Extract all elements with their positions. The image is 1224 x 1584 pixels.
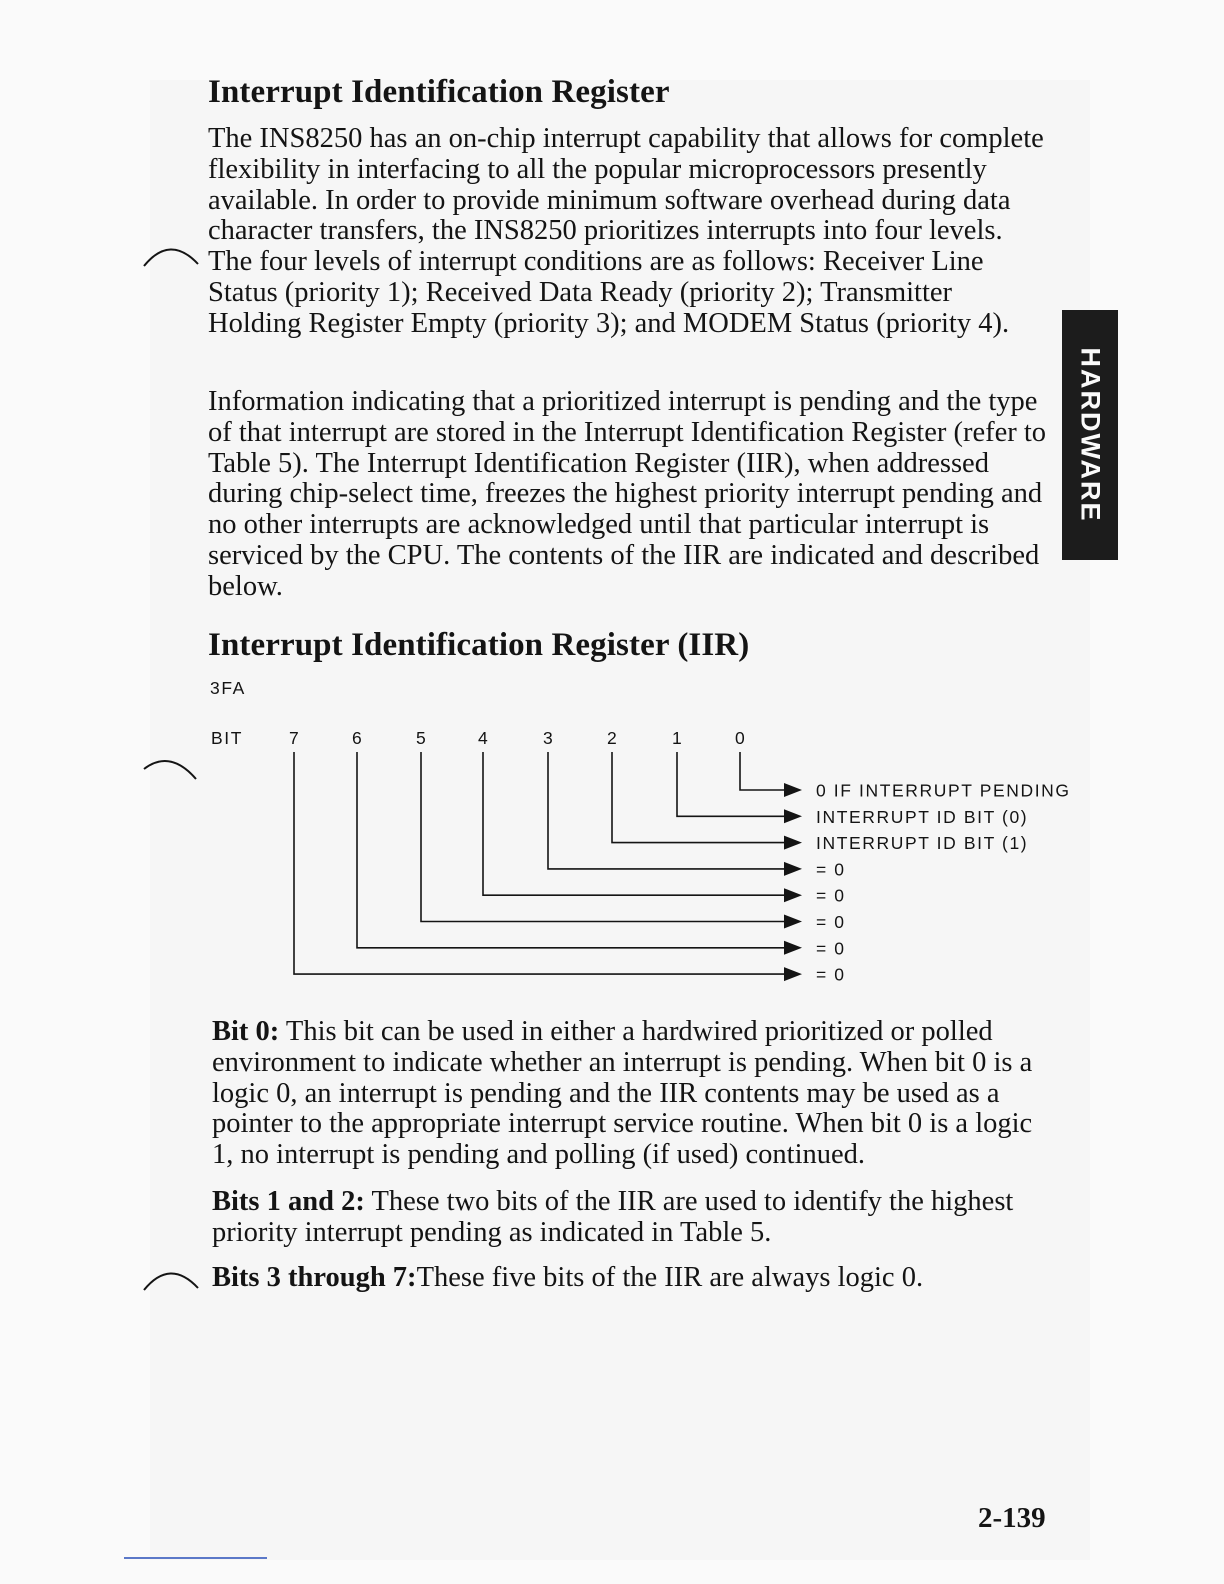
bit-line-7 [294,752,786,974]
arrowhead-icon [784,888,802,902]
bit-line-3 [548,752,786,869]
bit-line-0 [740,752,786,790]
bit-number-7: 7 [289,728,301,748]
bit0-label: Bit 0: [212,1016,280,1047]
output-labels [816,781,1071,985]
arrowhead-icon [784,915,802,929]
paragraph-1: The INS8250 has an on-chip interrupt capability that allows for complete flexibility in interfacing to all the popular microprocessors presently available. In order to provide minimum software overhead during data character transfers, the INS8250 prioritizes interrupts into four levels. The four levels of interrupt conditions are as follows: Receiver Line Status (priority 1); Received Data Ready (priority 2); Transmitter Holding Register Empty (priority 3); and MODEM Status (priority 4). [208,123,1044,339]
bit-lines [294,752,786,974]
bits37-text: These five bits of the IIR are always logic 0. [416,1262,924,1293]
bit-numbers [289,728,746,748]
bit-number-2: 2 [607,728,619,748]
register-address: 3FA [210,678,246,698]
section-title: Interrupt Identification Register [208,74,670,110]
output-label-bit-3: = 0 [816,859,846,880]
bit0-text: This bit can be used in either a hardwired prioritized or polled environment to indicate whether an interrupt is pending. When bit 0 is a logic 0, an interrupt is pending and the IIR contents may be used as a pointer to the appropriate interrupt service routine. When bit 0 is a logic 1, no interrupt is pending and polling (if used) continued. [212,1016,1033,1171]
page-number: 2-139 [978,1502,1046,1534]
arrowhead-icon [784,783,802,797]
arrowhead-icon [784,941,802,955]
binder-mark-icon [140,1264,206,1294]
paragraph-2: Information indicating that a prioritized interrupt is pending and the type of that interrupt are stored in the Interrupt Identification Register (refer to Table 5). The Interrupt Identification Register (IIR), when addressed during chip-select time, freezes the highest priority interrupt pending and no other interrupts are acknowledged until that particular interrupt is serviced by the CPU. The contents of the IIR are indicated and described below. [208,386,1047,602]
bit-number-1: 1 [672,728,684,748]
iir-title: Interrupt Identification Register (IIR) [208,627,750,663]
bits37-description [212,1263,1048,1294]
arrowheads [784,783,802,981]
footer-rule [124,1557,267,1559]
bit-number-0: 0 [735,728,747,748]
bits37-label: Bits 3 through 7: [212,1262,417,1293]
bit-number-4: 4 [478,728,490,748]
bit-number-6: 6 [352,728,364,748]
bit-line-5 [421,752,786,922]
bit-line-1 [677,752,786,816]
output-label-bit-5: = 0 [816,912,846,932]
binder-mark-icon [140,755,206,785]
output-label-bit-2: INTERRUPT ID BIT (1) [816,833,1029,854]
bit-number-5: 5 [416,728,428,748]
arrowhead-icon [784,836,802,850]
output-label-bit-4: = 0 [816,885,846,906]
arrowhead-icon [784,967,802,981]
bit-number-3: 3 [543,728,555,748]
bits12-text: These two bits of the IIR are used to identify the highest priority interrupt pending as indicated in Table 5. [212,1186,1014,1248]
bits12-label: Bits 1 and 2: [212,1186,365,1217]
arrowhead-icon [784,862,802,876]
output-label-bit-7: = 0 [816,964,846,985]
output-label-bit-1: INTERRUPT ID BIT (0) [816,806,1029,827]
bit-line-2 [612,752,786,843]
arrowhead-icon [784,809,802,823]
side-tab-label: HARDWARE [1075,347,1106,523]
bit-label: BIT [211,728,244,748]
output-label-bit-0: 0 IF INTERRUPT PENDING [816,780,1071,801]
hardware-side-tab [1062,310,1118,560]
bit0-description [212,1017,1048,1171]
output-label-bit-6: = 0 [816,938,846,959]
bits12-description [212,1187,1048,1249]
binder-mark-icon [140,240,206,270]
